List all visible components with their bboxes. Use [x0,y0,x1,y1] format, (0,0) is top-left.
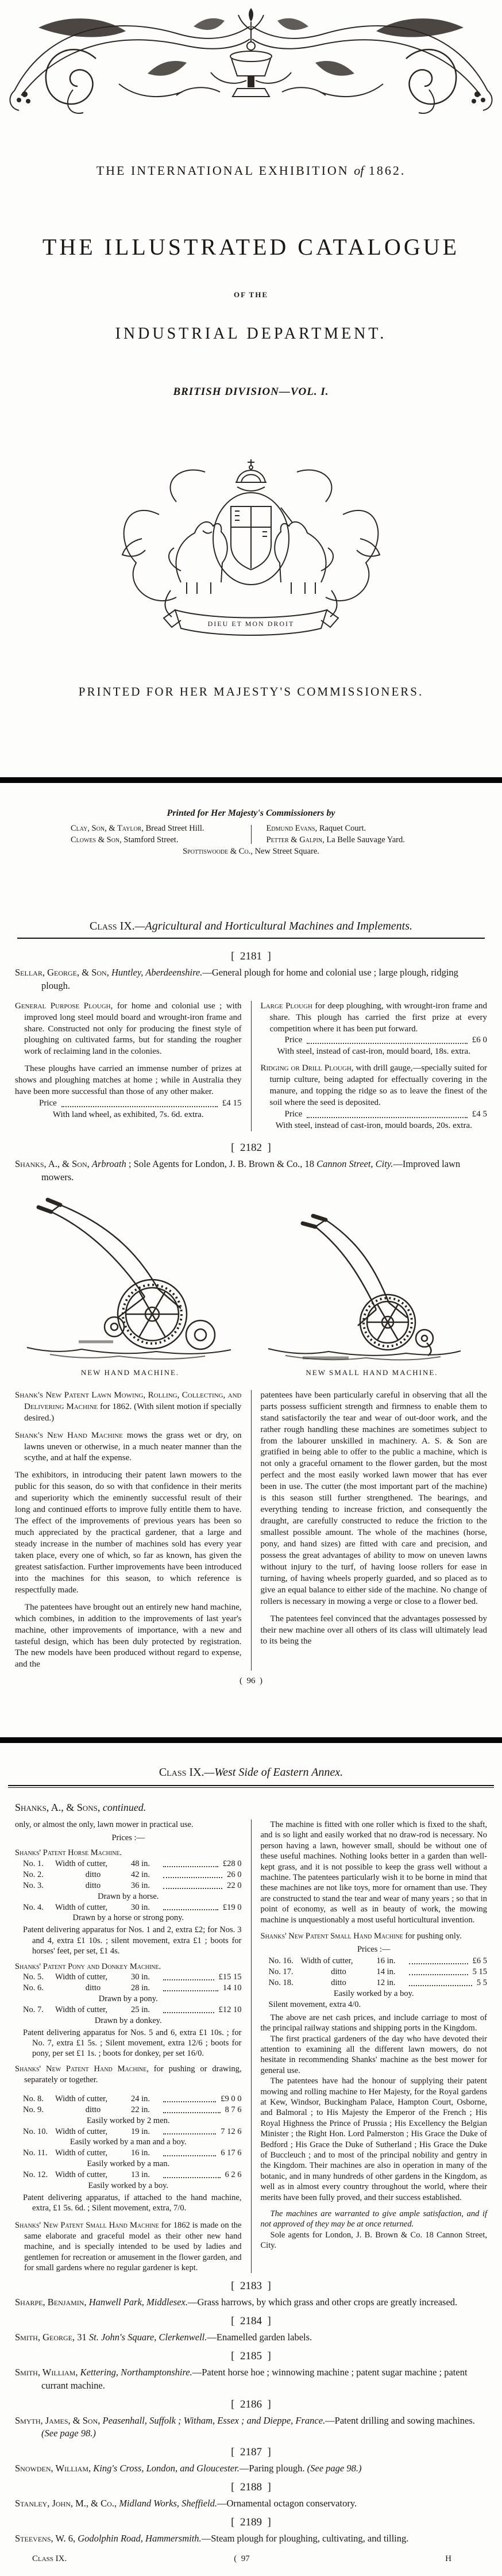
item-text: for 1862. (With silent motion if specially desired.) [24,1402,242,1423]
row-size: 25 in. [131,2005,150,2014]
row-number: No. 8. [23,2094,44,2103]
right-column [252,1819,488,2273]
entry-heading [15,2366,487,2393]
row-size: 14 in. [376,1967,396,1977]
paragraph [261,1063,488,1109]
row-size: 30 in. [131,1972,150,1982]
exhibitor-name: Shanks, A., & Sons, [15,1802,103,1813]
item-text: for deep ploughing, with wrought-iron frame and share. This plough has carried the first prize at every competition where it has been put forward. [269,1001,487,1034]
printer-address: Stamford Street. [121,835,179,844]
paragraph: patentees have been particularly careful in observing that all the parts possess sufficient strength and firmness to enable them to stand satisfactorily the tear and wear of out-door work, and the rather rough handling these machines are sometimes subject to from the labourer unskilled in machinery. A. S. & Son are gratified in being able to offer to the public a machine, which is not only a graceful ornament to the flower garden, but the most perfect and the most easily worked lawn mower that has ever been in use. The cutter (the most important part of the machine) is this season still further strengthened. The bearings, and everything tending to increase friction, and consequently the draught, are carefully constructed to reduce the friction to the smallest possible amount. The whole of the machines (horse, pony, and hand sizes) are fitted with care and precision, and possess the great advantages of ability to mow on uneven lawns without injury to the turf, of having loose rollers for ease in turning, of having wheels properly guarded, and so placed as to give an equal balance to either side of the machine. No change of rollers is necessary in mowing a verge or close to a flower bed. [260,1390,487,1606]
class-header [0,920,502,933]
dot-leader [163,2112,221,2113]
row-note: Easily worked by 2 men. [86,2116,170,2125]
row-desc: Width of cutter, [55,1859,108,1869]
entry-heading-text: ; Sole Agents for London, J. B. Brown & Co., 18 [126,1158,317,1170]
row-price: 6 17 6 [221,2148,242,2158]
entry-number: [ 2185 ] [231,2350,271,2362]
row-price: 26 0 [227,1870,242,1880]
exhibitor-name: Smith, George, 31 [15,2332,89,2343]
row-number: No. 10. [23,2126,48,2136]
row-price: 8 7 6 [225,2105,242,2114]
left-column [15,1001,251,1132]
entry-heading [15,2296,487,2309]
continued-label: continued. [102,1802,146,1813]
see-page-reference: (See page 98.) [41,2428,96,2439]
printer-address: La Belle Sauvage Yard. [324,835,405,844]
row-price: 7 12 6 [221,2126,242,2136]
item-lead: General Purpose Plough, [15,1001,113,1011]
price-note: With steel, instead of cast-iron, mould boards, 20s. extra. [275,1120,472,1130]
row-note: Drawn by a horse. [98,1891,159,1901]
entry-2184 [0,2331,502,2344]
dot-leader [163,2133,216,2134]
new-small-hand-machine-engraving [251,1207,469,1364]
printer-name: Petter & Galpin, [266,835,325,844]
dot-leader [163,1888,222,1889]
exhibitor-name: Shanks, A., & Son, [15,1158,92,1170]
price-note: With land wheel, as exhibited, 7s. 6d. extra. [52,1110,204,1119]
row-number: No. 6. [23,1983,44,1993]
exhibitor-name: Snowden, William, [15,2463,94,2474]
dot-leader [163,1909,218,1910]
entry-number: [ 2184 ] [231,2315,271,2328]
price-label: Price [284,1035,303,1045]
paragraph [261,1931,488,1941]
imprint-left-column [56,823,251,846]
row-price: £28 0 [222,1859,242,1869]
price-row [15,2148,242,2159]
imprint-line [267,823,447,835]
extras-paragraph: Patent delivering apparatus, if attached to the hand machine, extra, £1 5s. 6d. ; Silent movement, extra, 7/0. [23,2193,242,2213]
entry-heading [15,1158,487,1184]
item-text: with drill gauge,—specially suited for turnip culture, being adapted for effectually covering in the manure, and topping the ridge so as to leave the finest of the soil where the seed is deposited. [269,1064,487,1108]
row-number: No. 4. [23,1902,44,1912]
exhibitor-place: Cannon Street, City. [316,1158,393,1170]
paragraph: The patentees feel convinced that the advantages possessed by their new machine over all others of its class will ultimately lead to its being the [260,1614,487,1646]
page-footer [0,2554,502,2564]
class-title: —Agricultural and Horticultural Machines and Implements. [134,920,412,933]
price-line [261,1109,488,1120]
machine-heading: Shanks' Patent Pony and Donkey Machine. [15,1961,161,1971]
row-price: £15 15 [218,1972,242,1982]
entry-2189 [0,2532,502,2546]
paragraph: The patentees have had the honour of supplying their patent mowing and rolling machine to Her Majesty, for the Royal gardens at Kew, Windsor, Buckingham Palace, Hampton Court, Osborne, and Balmoral ; to His Majesty the Emperor of the French ; His Royal Highness the Prince of Prussia ; His Excellency the Belgian Minister ; the Right Hon. Lord Palmerston ; His Grace the Duke of Bedford ; His Grace the Duke of Sutherland ; His Grace the Duke of Buccleuch ; and to most of the principal nobility and gentry in the Kingdom. Their machines are also in operation in many of the botanic, and in many hundreds of other gardens in the Kingdom, as well as in almost every country throughout the world, where their merits have been fully proved, and their success established. [260,2076,487,2202]
page-number: ( 96 ) [240,1676,262,1686]
row-number: No. 12. [23,2170,48,2179]
imprint-heading: Printed for Her Majesty's Commissioners by [167,808,335,818]
price-row [261,1967,488,1978]
row-desc: Width of cutter, [55,2170,108,2179]
page-divider [0,777,502,783]
row-size: 22 in. [131,2105,150,2114]
page-96 [0,783,502,1737]
exhibitor-name: Sellar, George, & Son, [15,967,111,978]
paragraph: The patentees have brought out an entirely new hand machine, which combines, in addition to the improvements of last year's machine, other improvements of importance, with a new and tasteful design, which has been duly protected by registration. The new models have been produced without regard to expense, and the [15,1602,242,1669]
item-lead: Shank's New Patent Lawn Mowing, Rolling, Collecting, and Delivering Machine [15,1390,242,1411]
paragraph [261,1001,488,1035]
price-row [15,1869,242,1880]
page-divider [0,1737,502,1743]
price-row [15,2170,242,2180]
row-number: No. 3. [23,1880,44,1890]
price-label: Price [39,1099,57,1108]
dot-leader [307,1043,467,1044]
paragraph [15,2220,242,2273]
row-price: £19 0 [222,1902,242,1912]
extras-line [261,1999,488,2010]
royal-arms-engraving [90,447,412,642]
exhibit-description: —Steam plough for ploughing, cultivating, and tilling. [201,2532,409,2544]
item-lead: Shanks' New Patent Hand Machine, [15,2064,149,2074]
entry-2181 [0,966,502,993]
item-lead: Large Plough [260,1001,312,1011]
row-number: No. 17. [268,1967,294,1977]
page-97 [0,1743,502,2576]
dot-leader [409,1985,472,1986]
printer-address: New Street Square. [252,847,319,857]
printers-signature-mark: H [445,2554,451,2564]
division-line: BRITISH DIVISION—VOL. I. [173,386,329,398]
row-price: 22 0 [227,1880,242,1890]
exhibitor-place: King's Cross, London, and Gloucester. [93,2463,240,2474]
dot-leader [409,1974,468,1975]
price-value: £4 15 [222,1099,242,1108]
entry-heading [15,2414,487,2441]
item-lead: Shanks' New Patent Small Hand Machine [15,2221,159,2231]
exhibit-description: —Paring plough. [239,2463,307,2474]
dot-leader [163,2101,216,2102]
price-row [15,1859,242,1869]
prices-label: Prices :— [357,1945,391,1955]
row-price: 5 15 [472,1967,487,1977]
row-desc: Width of cutter, [55,2148,108,2158]
dot-leader [163,2177,221,2178]
row-note: Easily worked by a boy. [333,1989,414,1998]
entry-number: [ 2189 ] [231,2516,271,2528]
printer-address: Raquet Court. [317,824,366,833]
printer-name: Clowes & Son, [71,835,122,844]
right-column [252,1390,488,1671]
imprint-line [267,835,447,846]
paragraph: These ploughs have carried an immense number of prizes at shows and ploughing matches at home ; while in Australia they have been more successful than those of any other maker. [15,1064,242,1097]
machine-heading: Shanks' Patent Horse Machine. [15,1848,122,1858]
see-page-reference: (See page 98.) [307,2463,362,2474]
printer-name: Clay, Son, & Taylor, [71,824,144,833]
paragraph: The exhibitors, in introducing their patent lawn mowers to the public for this season, do so with that confidence in their merits and superiority which the eminently successful result of their long and continued efforts to improve fully entitle them to have. The effect of the improvements of previous years has been so much appreciated by the practical gardener, that a large and steady increase in the number of machines sold has every year taken place, every one of which, so far as known, has given the greatest satisfaction. Further improvements have been introduced into the machines for this season, to which reference is respectfully made. [15,1471,242,1595]
row-price: £6 5 [472,1956,487,1966]
price-row [261,1978,488,1988]
entry-2181-columns [0,1001,502,1132]
continued-heading [0,1802,502,1814]
row-number: No. 5. [23,1972,44,1982]
exhibit-description: —Patent horse hoe ; winnowing machine ; patent sugar machine ; patent currant machine. [41,2366,468,2391]
left-column [15,1390,251,1671]
row-note: Easily worked by a man and a boy. [69,2137,187,2147]
row-desc: Width of cutter, [55,2094,108,2103]
page-title: THE ILLUSTRATED CATALOGUE [42,234,460,260]
row-number: No. 18. [268,1978,294,1988]
row-number: No. 11. [23,2148,48,2158]
entry-2185 [0,2366,502,2393]
price-note: With steel, instead of cast-iron, mould board, 18s. extra. [277,1046,470,1056]
row-size: 16 in. [376,1956,396,1966]
entry-2186 [0,2414,502,2441]
row-size: 30 in. [131,1902,150,1912]
row-number: No. 16. [268,1956,294,1966]
printer-name: Spottiswoode & Co., [183,847,253,857]
royal-motto: DIEU ET MON DROIT [207,620,295,628]
price-row [15,2005,242,2016]
entry-number: [ 2181 ] [231,950,271,963]
exhibit-description: —Grass harrows, by which grass and other crops are greatly increased. [187,2297,458,2308]
exhibition-heading-text: THE INTERNATIONAL EXHIBITION [96,163,354,178]
dot-leader [307,1117,467,1118]
figure-caption: NEW SMALL HAND MACHINE. [306,1368,438,1377]
paragraph [15,1430,242,1465]
entry-number: [ 2186 ] [231,2398,271,2410]
price-row [261,1956,488,1967]
row-desc: ditto [331,1978,346,1988]
exhibitor-name: Steevens, W. 6, [15,2532,78,2544]
item-lead: Shanks' New Patent Small Hand Machine [260,1932,403,1941]
exhibitor-place: Peasenhall, Suffolk ; Witham, Essex ; and Dieppe, France. [102,2414,326,2426]
exhibition-of-word: of [354,163,364,178]
entry-number: [ 2188 ] [231,2481,271,2493]
item-text: for pushing only. [403,1932,462,1941]
paragraph [15,1390,242,1425]
item-text: for 1862 is made on the same elaborate and graceful model as their other new hand machine, and is specially intended to be used by ladies and gentlemen for recreation or amusement in the flower garden, and for small gardens where no regular gardener is kept. [24,2221,242,2273]
dot-leader [163,1877,222,1878]
exhibition-heading [0,163,502,178]
price-row [15,2094,242,2105]
extras-paragraph: Patent delivering apparatus for Nos. 5 and 6, extra £1 10s. ; for No. 7, extra £1 5s. ; Silent movement, extra 12/6 ; boots for pony, per set £1 1s. ; boots for donkey, per set 16/0. [23,2028,242,2059]
exhibit-description: —Improved lawn mowers. [41,1158,461,1183]
class-header [0,1743,502,1779]
price-row [15,2126,242,2137]
item-lead: Shank's New Hand Machine [15,1430,123,1440]
price-value: £6 0 [472,1035,487,1045]
entry-heading [15,2532,487,2546]
exhibitor-name: Smith, William, [15,2366,80,2378]
header-ornament-engraving [4,3,498,117]
entry-heading [15,2331,487,2344]
row-price: 14 10 [222,1983,242,1993]
imprint-block [56,783,446,857]
row-price: 5 5 [476,1978,487,1988]
printer-address: Bread Street Hill. [143,824,204,833]
price-line [15,1098,242,1110]
imprint-line [71,835,251,846]
right-column [252,1001,488,1132]
imprint-right-column [252,823,447,846]
header-rule [17,938,485,939]
row-price: £12 10 [218,2005,242,2014]
exhibitor-name: Sharpe, Benjamin, [15,2297,89,2308]
entry-2183 [0,2296,502,2309]
footer-class-label: Class IX. [32,2554,67,2564]
row-size: 16 in. [131,2148,150,2158]
item-text: for pushing or drawing, separately or together. [24,2064,242,2084]
figure-new-small-hand-machine [251,1207,493,1377]
of-the-label: OF THE [233,290,269,299]
title-page [0,0,502,777]
row-size: 12 in. [376,1978,396,1988]
agents-paragraph: Sole agents for London, J. B. Brown & Co. 18 Cannon Street, City. [260,2230,487,2251]
new-hand-machine-engraving [16,1193,245,1364]
row-desc: ditto [85,1880,101,1890]
exhibitor-place: Hanwell Park, Middlesex. [88,2297,188,2308]
row-desc: Width of cutter, [55,1972,108,1982]
dot-leader [163,1866,218,1867]
warranty-paragraph: The machines are warranted to give ample satisfaction, and if not approved of they may be at once returned. [260,2209,487,2229]
figure-caption: NEW HAND MACHINE. [80,1368,180,1377]
exhibitor-name: Smyth, James, & Son, [15,2414,103,2426]
entry-number: [ 2183 ] [231,2280,271,2293]
row-number: No. 1. [23,1859,44,1869]
dot-leader [163,2155,216,2156]
prices-label: Prices :— [111,1833,145,1843]
row-desc: ditto [331,1967,346,1977]
row-size: 42 in. [131,1870,150,1880]
row-desc: ditto [85,2105,101,2114]
paragraph [15,1001,242,1058]
row-desc: ditto [85,1983,101,1993]
item-text: mows the grass wet or dry, on lawns uneven or otherwise, in a much neater manner than the scythe, and at half the expense. [24,1430,242,1463]
entry-2182 [0,1158,502,1184]
header-rule [8,1785,494,1788]
dot-leader [163,1979,214,1980]
figure-new-hand-machine [9,1193,251,1377]
dot-leader [409,1963,468,1964]
printed-for-line: PRINTED FOR HER MAJESTY'S COMMISSIONERS. [78,685,424,698]
row-desc: Width of cutter, [55,2126,108,2136]
price-row [15,1983,242,1994]
page97-columns [0,1819,502,2273]
exhibit-description: —General plough for home and colonial use ; large plough, ridging plough. [41,967,458,991]
row-note: Easily worked by a man. [87,2159,170,2169]
price-label: Price [284,1110,303,1119]
price-value: £4 5 [472,1110,487,1119]
row-note: Drawn by a horse or strong pony. [72,1913,184,1923]
row-price: £9 0 0 [221,2094,242,2103]
subtitle: INDUSTRIAL DEPARTMENT. [115,325,387,343]
exhibitor-place: Kettering, Northamptonshire. [80,2366,192,2378]
row-desc: Width of cutter, [300,1956,353,1966]
imprint-line [56,847,446,857]
price-line [261,1035,488,1046]
entry-2188 [0,2497,502,2510]
page-number: ( 97 [234,2554,250,2564]
row-desc: Width of cutter, [55,1902,108,1912]
row-size: 19 in. [131,2126,150,2136]
printer-name: Edmund Evans, [266,824,318,833]
entry-number: [ 2182 ] [231,1142,271,1154]
price-row [15,1880,242,1891]
price-row [15,1902,242,1913]
class-number: Class IX. [90,920,135,933]
item-text: for home and colonial use ; with improved long steel mould board and wrought-iron frame and share. Constructed not only for producing the finest style of ploughing on cultivated farms, but for standing the rougher work of reclaiming land in the colonies. [24,1001,242,1057]
row-note: Drawn by a pony. [98,1994,158,2004]
dot-leader [163,2012,214,2013]
dot-leader [163,1990,218,1991]
imprint-line [71,823,251,835]
row-size: 28 in. [131,1983,150,1993]
exhibit-description: —Patent drilling and sowing machines. [325,2414,475,2426]
entry-2182-columns [0,1390,502,1671]
entry-number: [ 2187 ] [231,2446,271,2459]
row-size: 36 in. [131,1880,150,1890]
exhibitor-place: Midland Works, Sheffield. [119,2497,217,2509]
row-price: 6 2 6 [225,2170,242,2179]
exhibit-description: —Ornamental octagon conservatory. [217,2497,357,2509]
entry-heading [15,2497,487,2510]
entry-heading [15,2462,487,2475]
row-number: No. 7. [23,2005,44,2014]
extras-text: Silent movement, extra 4/0. [268,1999,361,2009]
row-number: No. 2. [23,1870,44,1880]
row-size: 24 in. [131,2094,150,2103]
left-column [15,1819,251,2273]
machine-heading [15,2064,242,2086]
entry-heading [15,966,487,993]
row-size: 13 in. [131,2170,150,2179]
class-number: Class IX. [159,1766,204,1779]
exhibitor-name: Stanley, John, M., & Co., [15,2497,119,2509]
paragraph: The machine is fitted with one roller which is fixed to the shaft, and is so light and easily worked that no draw-rod is necessary. No person having a lawn, however small, should be without one of these useful machines. Nothing looks better in a garden than well-kept grass, and it is not possible to keep the grass well without a machine. The patentees particularly wish it to be borne in mind that these machines are not like toys, more for ornament than use. They are constructed to stand the tear and wear of many years ; so that in point of economy, as well as in beauty of work, the mowing machine is unquestionably a most useful horticultural invention. [260,1820,487,1925]
paragraph: only, or almost the only, lawn mower in practical use. [15,1820,194,1829]
row-desc: Width of cutter, [55,2005,108,2014]
paragraph: The first practical gardeners of the day who have devoted their attention to examining all the different lawn mowers, do not hesitate in recommending Shanks' machine as the best mower for general use. [260,2034,487,2075]
exhibitor-place: Godolphin Road, Hammersmith. [78,2532,202,2544]
exhibitor-place: Arbroath [91,1158,126,1170]
row-note: Drawn by a donkey. [94,2016,162,2025]
exhibitor-place: St. John's Square, Clerkenwell. [88,2332,207,2343]
lawn-mower-figures [0,1193,502,1377]
extras-paragraph: Patent delivering apparatus for Nos. 1 and 2, extra £2; for Nos. 3 and 4, extra £1 10s. ; silent movement, extra £1 ; boots for horses' feet, per set, £1 4s. [23,1925,242,1956]
price-row [15,2105,242,2116]
dot-leader [61,1106,218,1107]
row-desc: ditto [85,1870,101,1880]
class-title: —West Side of Eastern Annex. [204,1766,343,1779]
item-lead: Ridging or Drill Plough, [260,1064,354,1073]
row-size: 48 in. [131,1859,150,1869]
exhibition-year: 1862. [364,163,406,178]
price-row [15,1972,242,1983]
entry-2187 [0,2462,502,2475]
exhibit-description: —Enamelled garden labels. [207,2332,312,2343]
paragraph: The above are net cash prices, and include carriage to most of the principal railway stations and shipping ports in the Kingdom. [260,2013,487,2033]
exhibitor-place: Huntley, Aberdeenshire. [111,967,203,978]
row-number: No. 9. [23,2105,44,2114]
row-note: Easily worked by a boy. [88,2180,169,2190]
